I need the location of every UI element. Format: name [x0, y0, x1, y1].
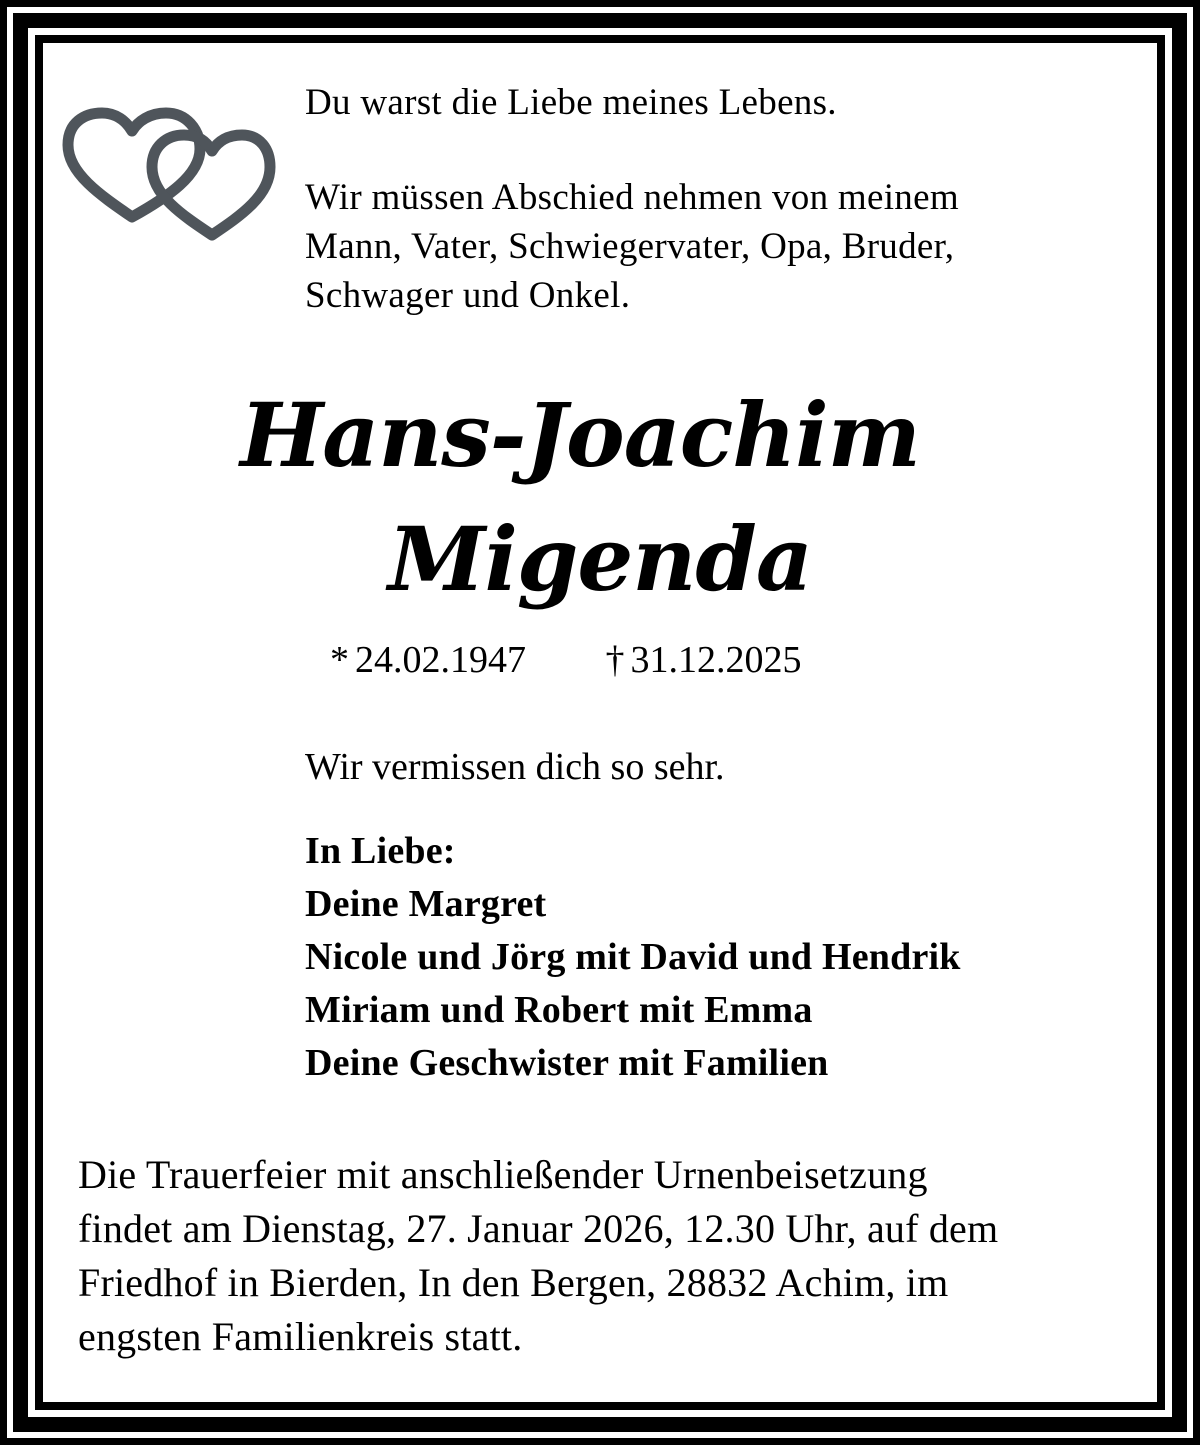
intro-paragraph-line-3: Schwager und Onkel. [305, 275, 631, 316]
intro-text [305, 78, 1125, 320]
birth-star-icon: * [330, 639, 349, 681]
farewell-message: Wir vermissen dich so sehr. [305, 746, 725, 788]
ceremony-line: findet am Dienstag, 27. Januar 2026, 12.30 Uhr, auf dem [78, 1206, 999, 1251]
mourner-line: Nicole und Jörg mit David und Hendrik [305, 936, 961, 978]
mourner-line: Miriam und Robert mit Emma [305, 989, 813, 1031]
ceremony-line: Friedhof in Bierden, In den Bergen, 28832 Achim, im [78, 1260, 949, 1305]
ceremony-line: Die Trauerfeier mit anschließender Urnenbeisetzung [78, 1152, 928, 1197]
life-dates [330, 636, 802, 684]
funeral-ceremony-info [78, 1148, 1138, 1364]
mourners-list [305, 825, 961, 1090]
death-date: 31.12.2025 [630, 639, 802, 681]
obituary-content [43, 43, 1157, 1402]
death-date-group [606, 636, 802, 684]
intro-paragraph-line-1: Wir müssen Abschied nehmen von meinem [305, 177, 959, 218]
interlocked-hearts-icon [60, 105, 276, 243]
deceased-name [43, 373, 1157, 621]
death-cross-icon: † [605, 639, 625, 681]
intro-paragraph-line-2: Mann, Vater, Schwiegervater, Opa, Bruder, [305, 226, 955, 267]
deceased-last-name: Migenda [388, 507, 812, 611]
deceased-first-name: Hans-Joachim [240, 383, 920, 487]
ceremony-line: engsten Familienkreis statt. [78, 1314, 523, 1359]
mourner-line: Deine Geschwister mit Familien [305, 1042, 829, 1084]
birth-date-group [330, 636, 526, 684]
birth-date: 24.02.1947 [355, 639, 526, 681]
intro-line: Du warst die Liebe meines Lebens. [305, 82, 837, 123]
mourner-line: Deine Margret [305, 883, 547, 925]
mourners-heading: In Liebe: [305, 830, 456, 872]
